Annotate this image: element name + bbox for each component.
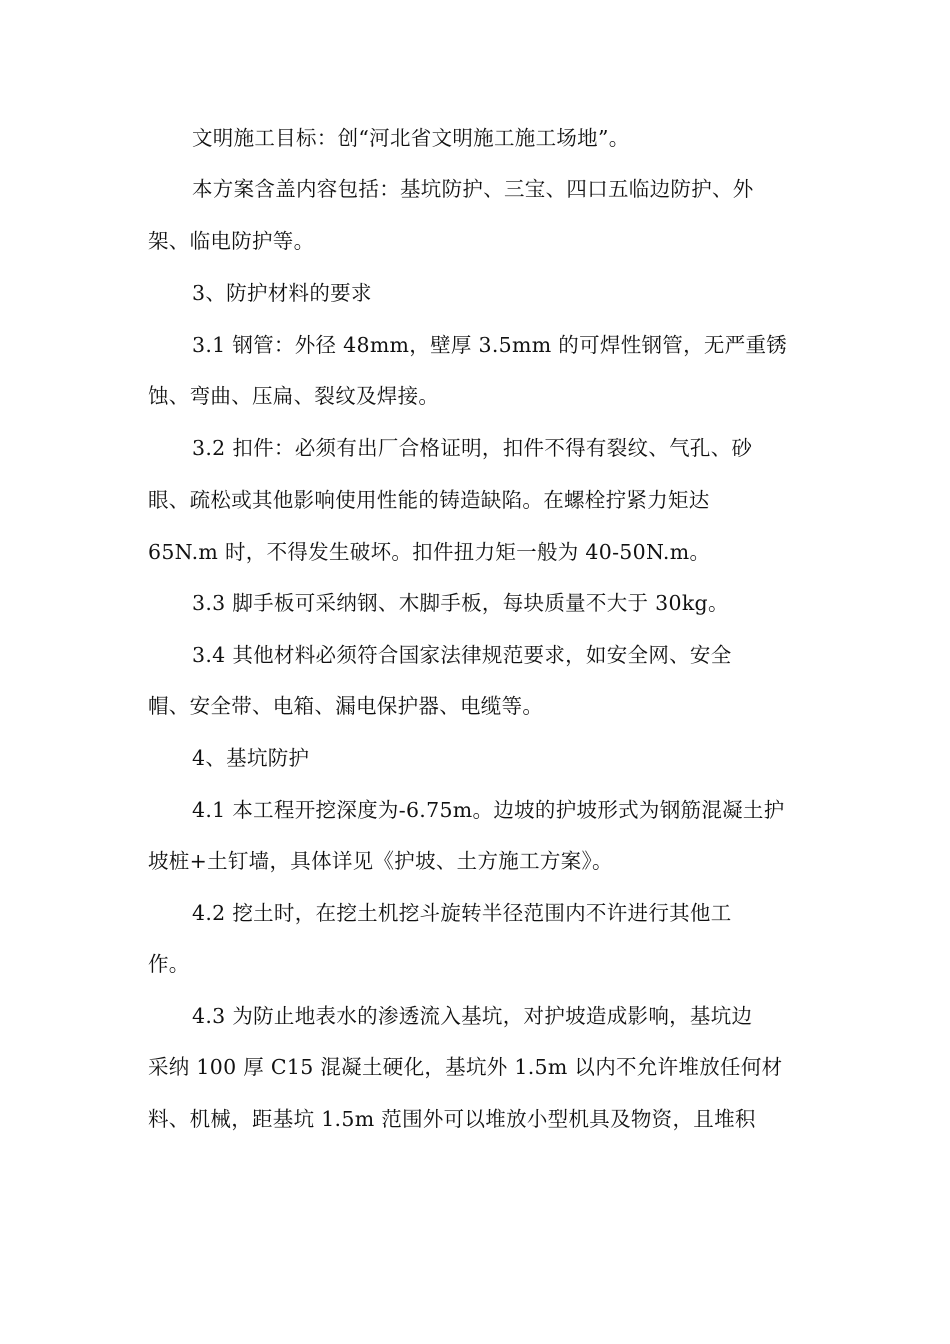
paragraph-line-3-3: 3.3 脚手板可采纳钢、木脚手板，每块质量不大于 30kg。 [192, 591, 729, 615]
paragraph-line-4-1: 4.1 本工程开挖深度为-6.75m。边坡的护坡形式为钢筋混凝土护 [192, 798, 785, 822]
section-heading-materials: 3、防护材料的要求 [192, 281, 372, 305]
paragraph-line-4-3-cont2: 料、机械，距基坑 1.5m 范围外可以堆放小型机具及物资，且堆积 [148, 1107, 756, 1131]
paragraph-line-3-2-cont: 眼、疏松或其他影响使用性能的铸造缺陷。在螺栓拧紧力矩达 [148, 488, 710, 512]
paragraph-line-4-1-cont: 坡桩+土钉墙，具体详见《护坡、土方施工方案》。 [148, 849, 613, 873]
paragraph-line-4-3-cont: 采纳 100 厚 C15 混凝土硬化，基坑外 1.5m 以内不允许堆放任何材 [148, 1055, 783, 1079]
paragraph-line-3-4: 3.4 其他材料必须符合国家法律规范要求，如安全网、安全 [192, 643, 732, 667]
paragraph-line-3-2: 3.2 扣件：必须有出厂合格证明，扣件不得有裂纹、气孔、砂 [192, 436, 753, 460]
paragraph-line-goal: 文明施工目标：创“河北省文明施工施工场地”。 [192, 126, 630, 150]
paragraph-line-3-2-cont2: 65N.m 时，不得发生破坏。扣件扭力矩一般为 40-50N.m。 [148, 540, 711, 564]
paragraph-line-3-1-cont: 蚀、弯曲、压扁、裂纹及焊接。 [148, 384, 440, 408]
paragraph-line-3-1: 3.1 钢管：外径 48mm，壁厚 3.5mm 的可焊性钢管，无严重锈 [192, 333, 788, 357]
paragraph-line-4-3: 4.3 为防止地表水的渗透流入基坑，对护坡造成影响，基坑边 [192, 1004, 753, 1028]
paragraph-line-scope: 本方案含盖内容包括：基坑防护、三宝、四口五临边防护、外 [192, 177, 754, 201]
paragraph-line-3-4-cont: 帽、安全带、电箱、漏电保护器、电缆等。 [148, 694, 544, 718]
section-heading-pit: 4、基坑防护 [192, 746, 310, 770]
paragraph-line-4-2-cont: 作。 [148, 952, 190, 976]
paragraph-line-scope-cont: 架、临电防护等。 [148, 229, 315, 253]
paragraph-line-4-2: 4.2 挖土时，在挖土机挖斗旋转半径范围内不许进行其他工 [192, 901, 732, 925]
